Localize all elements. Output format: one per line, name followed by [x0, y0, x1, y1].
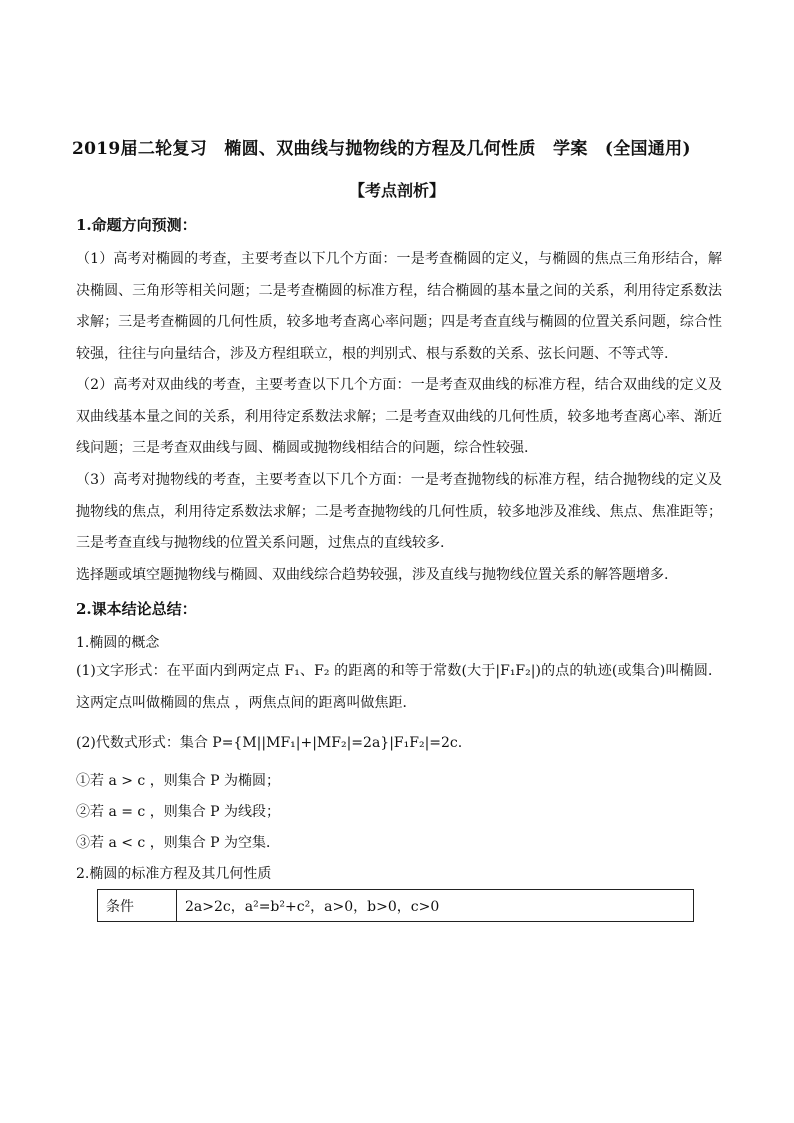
- paragraph-parabola: （3）高考对抛物线的考查，主要考查以下几个方面：一是考查抛物线的标准方程，结合抛物线的定义及抛物线的焦点，利用待定系数法求解；二是考查抛物线的几何性质，较多地涉及准线、焦点、焦准距等；三是考查直线与抛物线的位置关系问题，过焦点的直线较多.: [76, 472, 722, 551]
- case-empty: ③若 a < c ，则集合 P 为空集．: [76, 835, 281, 851]
- table-cell-label: 条件: [98, 890, 177, 922]
- heading-prediction: 1.命题方向预测：: [76, 216, 197, 234]
- subheading-standard-equation: 2.椭圆的标准方程及其几何性质: [76, 866, 272, 882]
- page-title: 2019届二轮复习 椭圆、双曲线与抛物线的方程及几何性质 学案 (全国通用): [72, 139, 691, 159]
- case-ellipse: ①若 a > c ，则集合 P 为椭圆；: [76, 773, 281, 789]
- section-heading: 【考点剖析】: [348, 181, 445, 200]
- table-row: [98, 890, 694, 922]
- case-segment: ②若 a = c ，则集合 P 为线段；: [76, 804, 281, 820]
- paragraph-ellipse: （1）高考对椭圆的考查，主要考查以下几个方面：一是考查椭圆的定义，与椭圆的焦点三角形结合，解决椭圆、三角形等相关问题；二是考查椭圆的标准方程，结合椭圆的基本量之间的关系，利用待定系数法求解；三是考查椭圆的几何性质，较多地考查离心率问题；四是考查直线与椭圆的位置关系问题，综合性较强，往往与向量结合，涉及方程组联立，根的判别式、根与系数的关系、弦长问题、不等式等.: [76, 251, 722, 362]
- heading-conclusions: 2.课本结论总结：: [76, 600, 197, 618]
- subheading-ellipse-concept: 1.椭圆的概念: [76, 635, 160, 651]
- paragraph-hyperbola: （2）高考对双曲线的考查，主要考查以下几个方面：一是考查双曲线的标准方程，结合双曲线的定义及双曲线基本量之间的关系，利用待定系数法求解；二是考查双曲线的几何性质，较多地考查离心率、渐近线问题；三是考查双曲线与圆、椭圆或抛物线相结合的问题，综合性较强.: [76, 377, 722, 456]
- definition-text-form: (1)文字形式：在平面内到两定点 F₁、F₂ 的距离的和等于常数(大于|F₁F₂|)的点的轨迹(或集合)叫椭圆．这两定点叫做椭圆的焦点 ，两焦点间的距离叫做焦距．: [76, 663, 722, 711]
- table-cell-value: 2a>2c，a²=b²+c²，a>0，b>0，c>0: [177, 890, 694, 922]
- definition-algebraic-form: (2)代数式形式：集合 P={M||MF₁|+|MF₂|=2a}|F₁F₂|=2c.: [76, 735, 463, 751]
- paragraph-summary: 选择题或填空题抛物线与椭圆、双曲线综合趋势较强，涉及直线与抛物线位置关系的解答题增多.: [76, 567, 669, 583]
- properties-table: [97, 889, 694, 922]
